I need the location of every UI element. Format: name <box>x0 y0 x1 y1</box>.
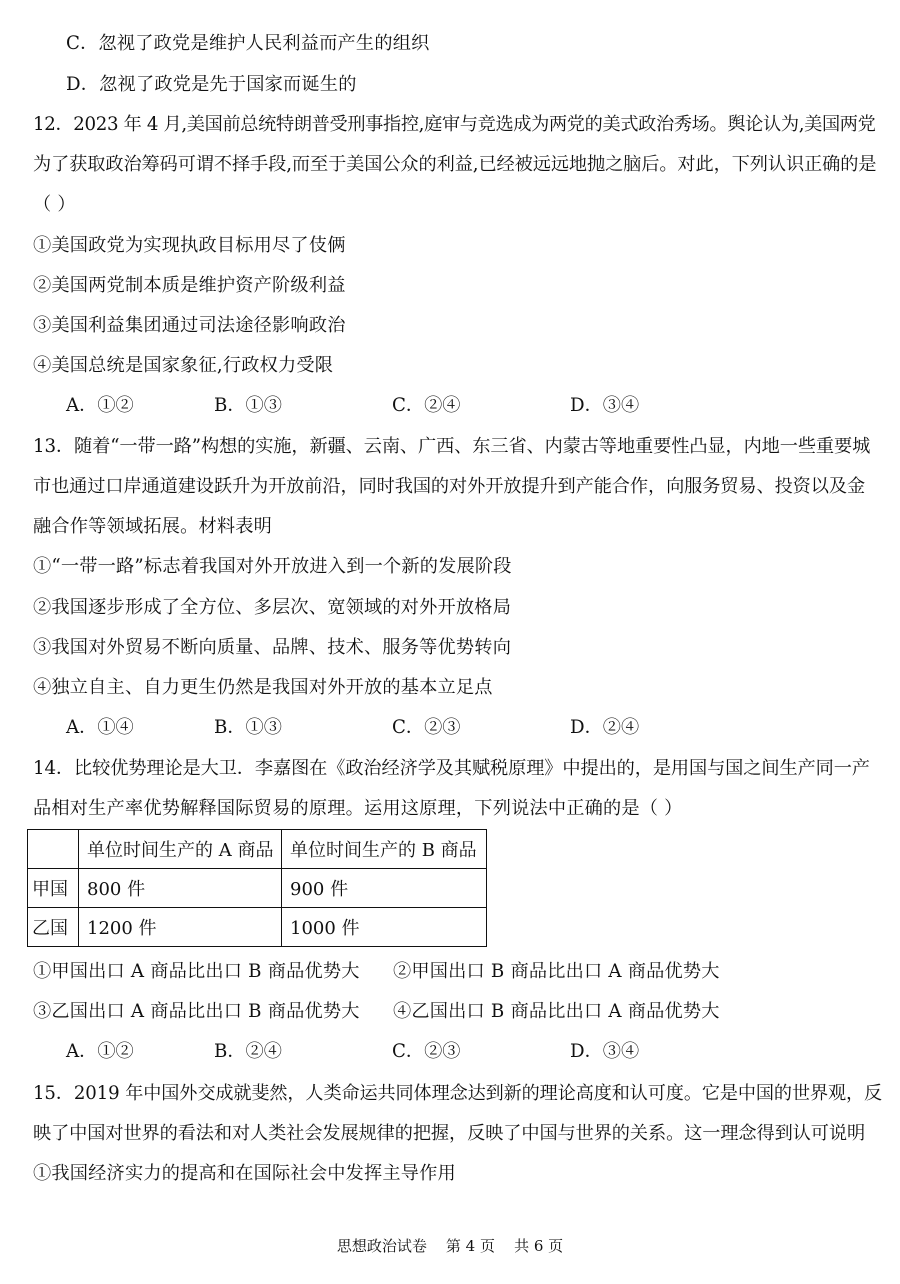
table-cell-a: 1200 件 <box>79 908 282 947</box>
q14-statements-row-1 <box>33 960 873 984</box>
q14-option-a: A．①② <box>66 1041 134 1062</box>
q13-stem-line-2: 市也通过口岸通道建设跃升为开放前沿，同时我国的对外开放提升到产能合作，向服务贸易、投资以及金 <box>33 476 866 497</box>
table-row <box>28 869 487 908</box>
q15-stem-line-1: 15．2019 年中国外交成就斐然，人类命运共同体理念达到新的理论高度和认可度。它是中国的世界观，反 <box>33 1083 883 1104</box>
q11-option-c: C．忽视了政党是维护人民利益而产生的组织 <box>66 33 430 54</box>
q13-statement-3: ③我国对外贸易不断向质量、品牌、技术、服务等优势转向 <box>33 637 512 658</box>
q15-stem-line-2: 映了中国对世界的看法和对人类社会发展规律的把握，反映了中国与世界的关系。这一理念得到认可说明 <box>33 1123 866 1144</box>
q13-statement-2: ②我国逐步形成了全方位、多层次、宽领域的对外开放格局 <box>33 597 512 618</box>
table-cell-a: 800 件 <box>79 869 282 908</box>
table-header-a: 单位时间生产的 A 商品 <box>79 830 282 869</box>
q12-option-c: C．②④ <box>392 395 461 416</box>
q12-statement-3: ③美国利益集团通过司法途径影响政治 <box>33 315 346 336</box>
q14-option-b: B．②④ <box>214 1041 282 1062</box>
q12-option-d: D．③④ <box>570 395 640 416</box>
q12-stem-line-1: 12．2023 年 4 月,美国前总统特朗普受刑事指控,庭审与竞选成为两党的美式政治秀场。舆论认为,美国两党 <box>33 114 876 135</box>
q12-option-b: B．①③ <box>214 395 282 416</box>
table-cell-country: 甲国 <box>28 869 79 908</box>
q14-options <box>66 1040 866 1064</box>
q13-option-d: D．②④ <box>570 717 640 738</box>
table-header-corner <box>28 830 79 869</box>
q12-option-a: A．①② <box>66 395 134 416</box>
table-row <box>28 908 487 947</box>
q14-statement-3: ③乙国出口 A 商品比出口 B 商品优势大 <box>33 1001 360 1022</box>
q12-statement-1: ①美国政党为实现执政目标用尽了伎俩 <box>33 235 346 256</box>
q13-option-b: B．①③ <box>214 717 282 738</box>
table-cell-b: 1000 件 <box>282 908 487 947</box>
q12-answer-bracket: （ ） <box>33 194 76 215</box>
q15-statement-1: ①我国经济实力的提高和在国际社会中发挥主导作用 <box>33 1163 456 1184</box>
q13-statement-1: ①“一带一路”标志着我国对外开放进入到一个新的发展阶段 <box>33 556 512 577</box>
q14-statement-1: ①甲国出口 A 商品比出口 B 商品优势大 <box>33 961 360 982</box>
q14-stem-line-2: 品相对生产率优势解释国际贸易的原理。运用这原理，下列说法中正确的是（ ） <box>33 798 683 819</box>
table-cell-b: 900 件 <box>282 869 487 908</box>
q11-option-d: D．忽视了政党是先于国家而诞生的 <box>66 74 357 95</box>
q13-option-c: C．②③ <box>392 717 461 738</box>
table-cell-country: 乙国 <box>28 908 79 947</box>
q14-option-d: D．③④ <box>570 1041 640 1062</box>
q14-statements-row-2 <box>33 1000 873 1024</box>
q12-statement-2: ②美国两党制本质是维护资产阶级利益 <box>33 275 346 296</box>
q12-options <box>66 394 866 418</box>
q12-stem-line-2: 为了获取政治筹码可谓不择手段,而至于美国公众的利益,已经被远远地抛之脑后。对此，下列认识正确的是 <box>33 154 877 175</box>
q12-statement-4: ④美国总统是国家象征,行政权力受限 <box>33 355 334 376</box>
q14-statement-2: ②甲国出口 B 商品比出口 A 商品优势大 <box>393 961 720 982</box>
q13-statement-4: ④独立自主、自力更生仍然是我国对外开放的基本立足点 <box>33 677 493 698</box>
page-footer: 思想政治试卷 第 4 页 共 6 页 <box>336 1237 564 1255</box>
q13-stem-line-3: 融合作等领域拓展。材料表明 <box>33 516 273 537</box>
table-header-row <box>28 830 487 869</box>
q13-stem-line-1: 13．随着“一带一路”构想的实施，新疆、云南、广西、东三省、内蒙古等地重要性凸显，内地一些重要城 <box>33 436 871 457</box>
q14-option-c: C．②③ <box>392 1041 461 1062</box>
q13-option-a: A．①④ <box>66 717 134 738</box>
table-header-b: 单位时间生产的 B 商品 <box>282 830 487 869</box>
q14-production-table <box>27 829 487 947</box>
q14-stem-line-1: 14．比较优势理论是大卫．李嘉图在《政治经济学及其赋税原理》中提出的，是用国与国之间生产同一产 <box>33 758 870 779</box>
q13-options <box>66 716 866 740</box>
q14-statement-4: ④乙国出口 B 商品比出口 A 商品优势大 <box>393 1001 720 1022</box>
